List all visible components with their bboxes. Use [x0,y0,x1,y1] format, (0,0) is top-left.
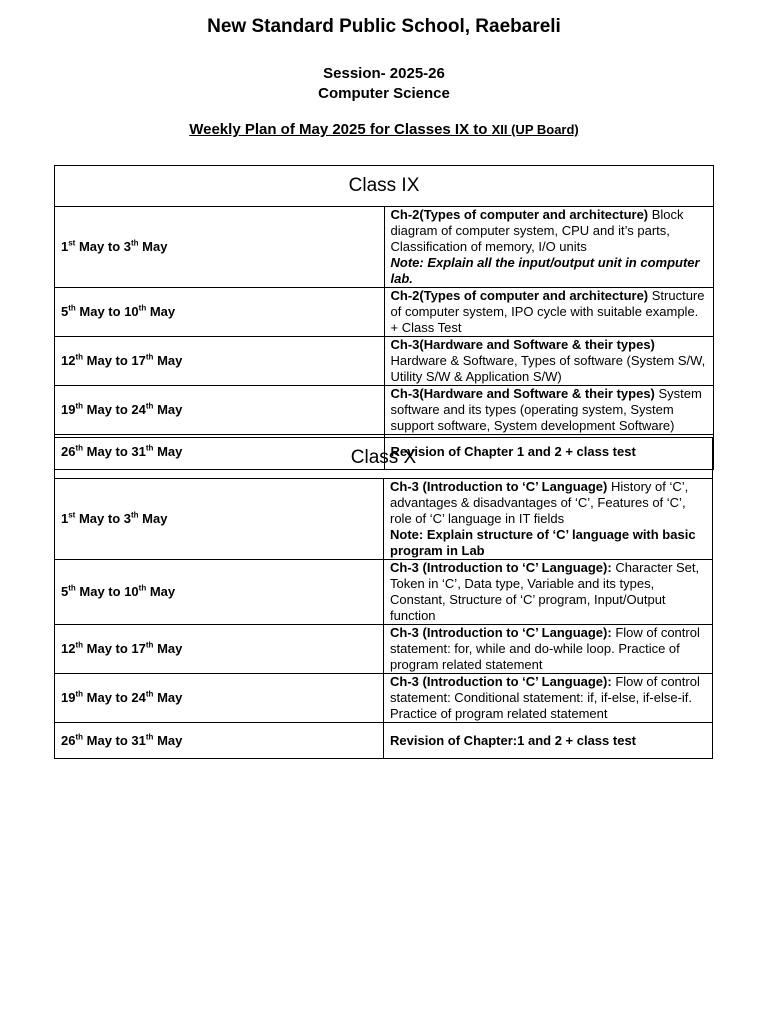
class-ix-table [54,165,714,470]
week-topics: Ch-3 (Introduction to ‘C’ Language) History of ‘C’, advantages & disadvantages of ‘C’, Features of ‘C’, role of ‘C’ language in IT fields Note: Explain structure of ‘C’ language with basic program in Lab [384,479,713,560]
school-title: New Standard Public School, Raebareli [207,16,561,37]
class-x-heading: Class X [55,438,713,479]
table-row [55,386,714,435]
week-dates: 12th May to 17th May [55,337,385,386]
plan-title [0,121,768,138]
week-topics: Ch-3 (Introduction to ‘C’ Language): Flow of control statement: Conditional statement: if, if-else, if-else-if. Practice of program related statement [384,674,713,723]
week-dates: 12th May to 17th May [55,625,384,674]
week-dates: 26th May to 31th May [55,435,385,470]
week-topics: Ch-3(Hardware and Software & their types) Hardware & Software, Types of software (System S/W, Utility S/W & Application S/W) [384,337,714,386]
table-row [55,674,713,723]
session-block [0,64,768,104]
class-x-table [54,437,713,759]
week-topics: Ch-3 (Introduction to ‘C’ Language): Flow of control statement: for, while and do-while loop. Practice of program related statement [384,625,713,674]
week-dates: 1st May to 3th May [55,479,384,560]
week-dates: 1st May to 3th May [55,207,385,288]
week-topics: Ch-2(Types of computer and architecture) Block diagram of computer system, CPU and it’s parts, Classification of memory, I/O units Note: Explain all the input/output unit in computer lab. [384,207,714,288]
table-row [55,625,713,674]
class-ix-heading: Class IX [55,166,714,207]
table-row [55,723,713,759]
class-x-heading-row [55,438,713,479]
table-row [55,337,714,386]
table-row [55,560,713,625]
week-dates: 19th May to 24th May [55,386,385,435]
plan-title-board: XII (UP Board) [491,122,579,137]
class-ix-heading-row [55,166,714,207]
week-topics: Ch-2(Types of computer and architecture) Structure of computer system, IPO cycle with suitable example. + Class Test [384,288,714,337]
week-topics: Ch-3 (Introduction to ‘C’ Language): Character Set, Token in ‘C’, Data type, Variable and its types, Constant, Structure of ‘C’ program, Input/Output function [384,560,713,625]
table-row [55,288,714,337]
lab-note: Note: Explain structure of ‘C’ language with basic program in Lab [390,527,696,558]
plan-title-main: Weekly Plan of May 2025 for Classes IX to [189,121,492,138]
table-row [55,207,714,288]
week-dates: 19th May to 24th May [55,674,384,723]
subject-name: Computer Science [318,85,450,102]
lab-note: Note: Explain all the input/output unit in computer lab. [390,255,700,286]
session-year: Session- 2025-26 [323,65,445,82]
week-topics: Ch-3(Hardware and Software & their types) System software and its types (operating system, System support software, System development Software) [384,386,714,435]
week-topics: Revision of Chapter:1 and 2 + class test [384,723,713,759]
week-dates: 5th May to 10th May [55,288,385,337]
week-dates: 26th May to 31th May [55,723,384,759]
table-row [55,479,713,560]
week-dates: 5th May to 10th May [55,560,384,625]
week-topics: Revision of Chapter 1 and 2 + class test [384,435,714,470]
